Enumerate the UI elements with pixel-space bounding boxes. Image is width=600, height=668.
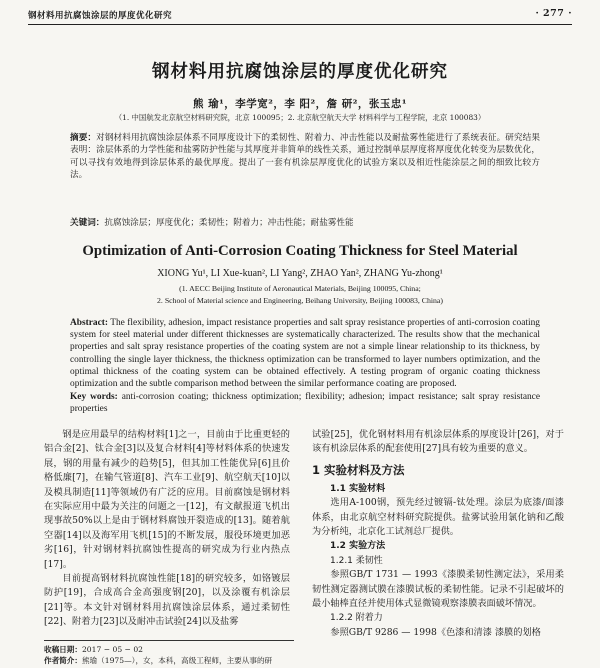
english-affiliation-2: 2. School of Material science and Engineering, Beihang University, Beijing 100083, China) [157,296,443,305]
body-right-column [312,428,564,640]
chinese-abstract-text: 对钢材料用抗腐蚀涂层体系不同厚度设计下的柔韧性、附着力、冲击性能以及耐盐雾性能进行了系统表征。研究结果表明：涂层体系的力学性能和盐雾防护性能与其厚度并非简单的线性关系，通过控制单层厚度将厚度优化转变为层数优化，可以寻找有效地得到涂层体系的最优厚度。提出了一套有机涂层厚度优化的试验方案以及相近性能涂层之间的细致比较方法。 [70,133,540,181]
chinese-keywords-text: 抗腐蚀涂层；厚度优化；柔韧性；附着力；冲击性能；耐盐雾性能 [104,218,354,228]
flexibility-paragraph: 参照GB/T 1731 — 1993《漆膜柔韧性测定法》，采用柔韧性测定器测试膜在漆膜试板的柔韧性能。记录不引起破坏的最小轴棒直径并使用体式显微镜观察漆膜表面破坏情况。 [312,569,564,610]
materials-paragraph: 选用A-100钢，预先经过镀镉-钛处理。涂层为底漆/面漆体系，由北京航空材料研究院提供。盐雾试验用氯化钠和乙酸为分析纯，北京化工试剂总厂提供。 [312,497,564,538]
english-authors: XIONG Yu¹, LI Xue-kuan², LI Yang², ZHAO Yan², ZHANG Yu-zhong¹ [157,268,443,279]
running-header [28,8,572,25]
received-date-label: 收稿日期： [44,645,82,654]
chinese-abstract-label: 摘要： [70,133,97,143]
subsection-heading-1-1: 1.1 实验材料 [330,483,386,494]
chinese-keywords-label: 关键词： [70,218,105,228]
adhesion-paragraph: 参照GB/T 9286 — 1998《色漆和清漆 漆膜的划格 [330,626,541,638]
running-head-title: 钢材料用抗腐蚀涂层的厚度优化研究 [28,11,173,21]
footnote [44,640,294,666]
english-abstract-text: The flexibility, adhesion, impact resistance properties and salt spray resistance properties of anti-corrosion coating system for steel material under different thicknesses are systematically characterized. The results show that the mechanical properties and salt spray resistance properties of the coating system are not a simple linear relationship to its thickness, by controlling the single layer thickness, the thickness optimization can be transformed to layer numbers optimization, and the optimal thickness of the coating system can be obtained effectively. A testing program of organic coating thickness optimization and the subtle comparison method between the similar performance coating are proposed. [70,318,540,390]
english-abstract-label: Abstract: [70,318,109,328]
chinese-keywords [70,217,540,229]
english-abstract [70,317,540,390]
page-number: · 277 · [535,8,572,19]
subsubsection-heading-1-2-2: 1.2.2 附着力 [330,613,383,624]
section-heading-1: 1 实验材料及方法 [312,462,405,477]
chinese-title: 钢材料用抗腐蚀涂层的厚度优化研究 [152,62,448,82]
english-keywords [70,391,540,415]
subsection-heading-1-2: 1.2 实验方法 [330,541,386,552]
english-affiliation-1: (1. AECC Beijing Institute of Aeronautical Materials, Beijing 100095, China; [179,284,421,293]
chinese-affiliation: （1. 中国航发北京航空材料研究院，北京 100095；2. 北京航空航天大学 材料科学与工程学院，北京 100083） [114,113,486,122]
body-left-column [44,428,290,630]
author-bio-line [44,655,294,666]
received-date: 2017 − 05 − 02 [81,645,144,654]
english-keywords-label: Key words: [70,392,118,402]
received-date-line [44,644,294,655]
english-keywords-text: anti-corrosion coating; thickness optimization; flexibility; adhesion; impact resistance; salt spray resistance properties [70,392,541,415]
english-title: Optimization of Anti-Corrosion Coating Thickness for Steel Material [82,243,518,259]
author-bio-label: 作者简介： [44,656,82,665]
subsubsection-heading-1-2-1: 1.2.1 柔韧性 [330,555,383,566]
author-bio: 熊瑜（1975—），女，本科，高级工程师，主要从事的研 [81,656,273,665]
intro-paragraph-1: 钢是应用最早的结构材料[1]之一，目前由于比重更轻的铝合金[2]、钛合金[3]以及复合材料[4]等材料体系的快速发展，钢的用量有减少的趋势[5]，但其加工性能优异[6]且价格低廉[7]，在输气管道[8]、汽车工业[9]、航空航天[10]以及模具制造[11]等领域仍有广泛的应用。目前腐蚀是钢材料在实际应用中最为关注的问题之一[12]，有文献报道飞机出现事故50%以上是由于钢材料腐蚀开裂造成的[13]。随着航空器[14]以及海军用飞机[15]的不断发展，服役环境更加恶劣[16]，针对钢材料抗腐蚀性提高的研究成为行业内热点[17]。 [44,429,290,570]
intro-paragraph-2: 目前提高钢材料抗腐蚀性能[18]的研究较多，如铬镀层防护[19]，合成高合金高强度钢[20]，以及涂覆有机涂层[21]等。本文针对钢材料用抗腐蚀涂层体系，通过柔韧性[22]、附着力[23]以及耐冲击试验[24]以及盐雾 [44,573,290,628]
intro-paragraph-continued: 试验[25]，优化钢材料用有机涂层体系的厚度设计[26]，对于该有机涂层体系的配套使用[27]具有较为重要的意义。 [312,429,564,455]
chinese-abstract [70,132,540,182]
chinese-authors: 熊 瑜¹，李学宽²，李 阳²，詹 研²，张玉忠¹ [193,98,407,110]
